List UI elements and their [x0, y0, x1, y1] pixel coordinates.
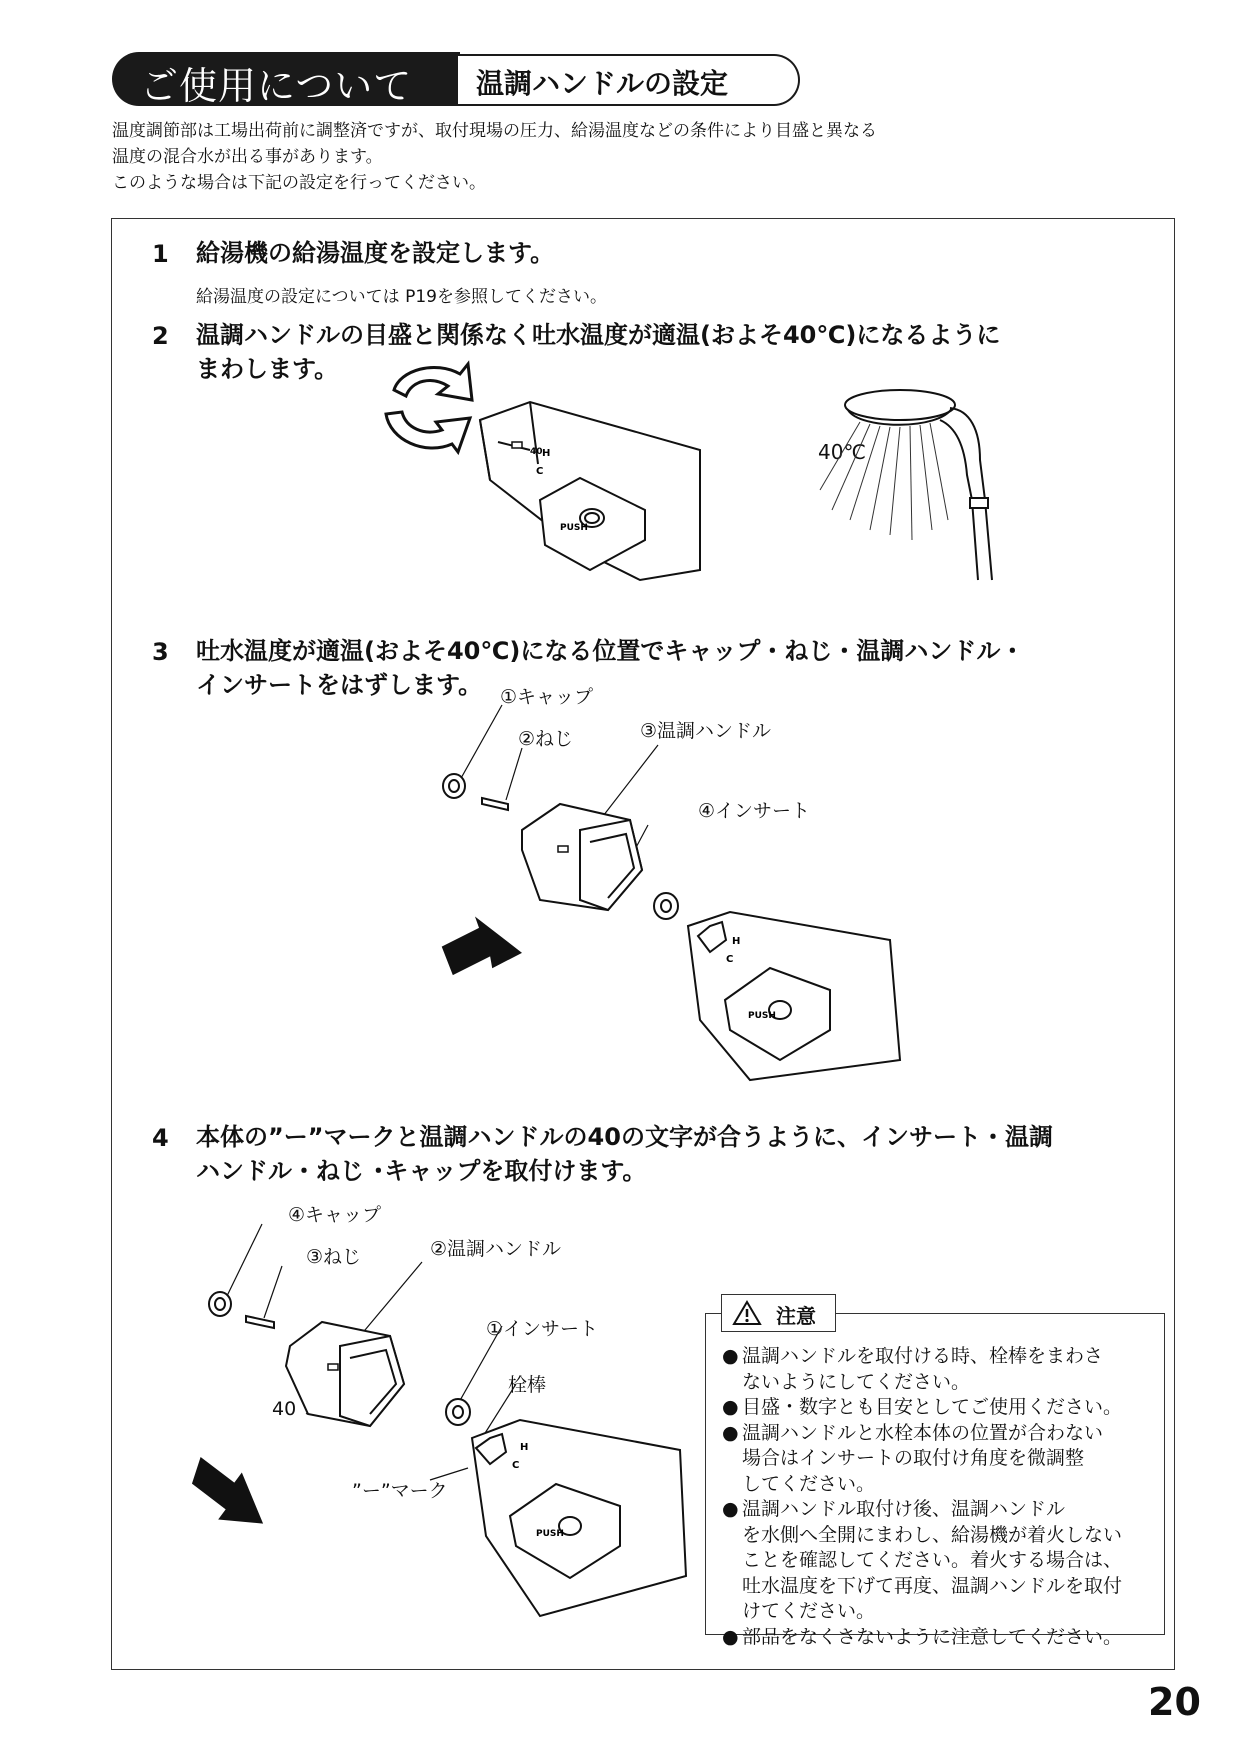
disassembly-illustration	[430, 700, 910, 1100]
caution-item	[722, 1395, 1162, 1421]
step-1-note: 給湯温度の設定については P19を参照してください。	[196, 287, 607, 307]
intro-paragraph	[112, 118, 877, 196]
faucet-rotate-illustration	[380, 360, 720, 600]
part-label-cap: ①キャップ	[500, 686, 594, 708]
step-4-number: 4	[152, 1124, 169, 1152]
part-label-stem: 栓棒	[508, 1374, 547, 1396]
step-4-text-line2: ハンドル・ねじ ･キャップを取付けます。	[196, 1157, 647, 1185]
caution-item	[722, 1497, 1162, 1625]
intro-line: このような場合は下記の設定を行ってください。	[112, 173, 486, 193]
step-3-text-line1: 吐水温度が適温(およそ40℃)になる位置でキャップ・ねじ・温調ハンドル・	[196, 637, 1025, 665]
section-header	[112, 52, 802, 106]
handle-slot	[328, 1364, 338, 1370]
subtitle-tab	[458, 54, 800, 106]
caution-item-text: 温調ハンドル取付け後、温調ハンドル を水側へ全開にまわし、給湯機が着火しない ことを確認してください。着火する場合は、 吐水温度を下げて再度、温調ハンドルを取付 けてください。	[742, 1498, 1123, 1622]
part-label-handle: ③温調ハンドル	[640, 720, 772, 742]
part-label-screw: ③ねじ	[306, 1246, 362, 1268]
assembly-illustration	[190, 1216, 690, 1636]
part-label-handle: ②温調ハンドル	[430, 1238, 562, 1260]
rotate-arrow-icon	[386, 364, 472, 452]
water-spray	[820, 422, 948, 540]
faucet-mark-h: H	[542, 448, 551, 459]
part-label-insert: ④インサート	[698, 800, 811, 822]
section-title-tab	[112, 52, 460, 106]
step-4-text-line1: 本体の”ー”マークと温調ハンドルの40の文字が合うように、インサート・温調	[196, 1123, 1053, 1151]
caution-item	[722, 1344, 1162, 1395]
step-2-text-line1: 温調ハンドルの目盛と関係なく吐水温度が適温(およそ40℃)になるように	[196, 321, 1001, 349]
caution-title: 注意	[776, 1304, 816, 1328]
faucet-mark-40: 40	[530, 447, 543, 457]
part-label-insert: ①インサート	[486, 1318, 599, 1340]
warning-triangle-icon	[732, 1300, 762, 1326]
push-label: PUSH	[536, 1529, 564, 1539]
intro-line: 温度調節部は工場出荷前に調整済ですが、取付現場の圧力、給湯温度などの条件により目盛と異なる	[112, 121, 877, 141]
body-mark-c: C	[726, 954, 734, 965]
bullet-icon: ●	[722, 1498, 739, 1520]
caution-item	[722, 1421, 1162, 1498]
step-2-number: 2	[152, 322, 169, 350]
caution-item	[722, 1625, 1162, 1651]
body-mark-h: H	[520, 1442, 529, 1453]
indicator-slot	[512, 442, 522, 448]
caution-item-text: 部品をなくさないように注意してください。	[742, 1625, 1123, 1648]
section-title: ご使用について	[140, 64, 413, 108]
caution-header	[721, 1294, 836, 1332]
caution-item-text: 温調ハンドルを取付ける時、栓棒をまわさ ないようにしてください。	[742, 1345, 1104, 1393]
body-mark-h: H	[732, 936, 741, 947]
intro-line: 温度の混合水が出る事があります。	[112, 147, 383, 167]
caution-item-text: 温調ハンドルと水栓本体の位置が合わない 場合はインサートの取付け角度を微調整 してください。	[742, 1421, 1104, 1495]
page-number: 20	[1148, 1680, 1201, 1724]
step-1-number: 1	[152, 240, 169, 268]
step-1-text: 給湯機の給湯温度を設定します。	[196, 239, 555, 267]
bullet-icon: ●	[722, 1345, 739, 1367]
push-label: PUSH	[748, 1011, 776, 1021]
bullet-icon: ●	[722, 1396, 739, 1418]
caution-list	[722, 1344, 1162, 1650]
step-3-number: 3	[152, 638, 169, 666]
push-label: PUSH	[560, 523, 588, 533]
parts	[209, 1292, 686, 1616]
faucet-body	[480, 402, 700, 580]
section-subtitle: 温調ハンドルの設定	[476, 67, 729, 100]
part-label-40: 40	[272, 1398, 297, 1420]
step-2-text-line2: まわします。	[196, 355, 339, 383]
remove-direction-arrow-icon	[438, 909, 524, 976]
bullet-icon: ●	[722, 1625, 739, 1648]
install-direction-arrow-icon	[184, 1457, 277, 1533]
faucet-mark-c: C	[536, 466, 544, 477]
part-label-screw: ②ねじ	[518, 728, 574, 750]
part-label-dash-mark: ”ー”マーク	[352, 1480, 448, 1502]
temperature-label: 40℃	[818, 440, 866, 464]
step-3-text-line2: インサートをはずします。	[196, 671, 483, 699]
handle-slot	[558, 846, 568, 852]
part-label-cap: ④キャップ	[288, 1204, 382, 1226]
shower-head-icon	[840, 380, 1020, 580]
body-mark-c: C	[512, 1460, 520, 1471]
parts	[443, 774, 900, 1080]
bullet-icon: ●	[722, 1421, 739, 1444]
caution-item-text: 目盛・数字とも目安としてご使用ください。	[742, 1396, 1123, 1418]
